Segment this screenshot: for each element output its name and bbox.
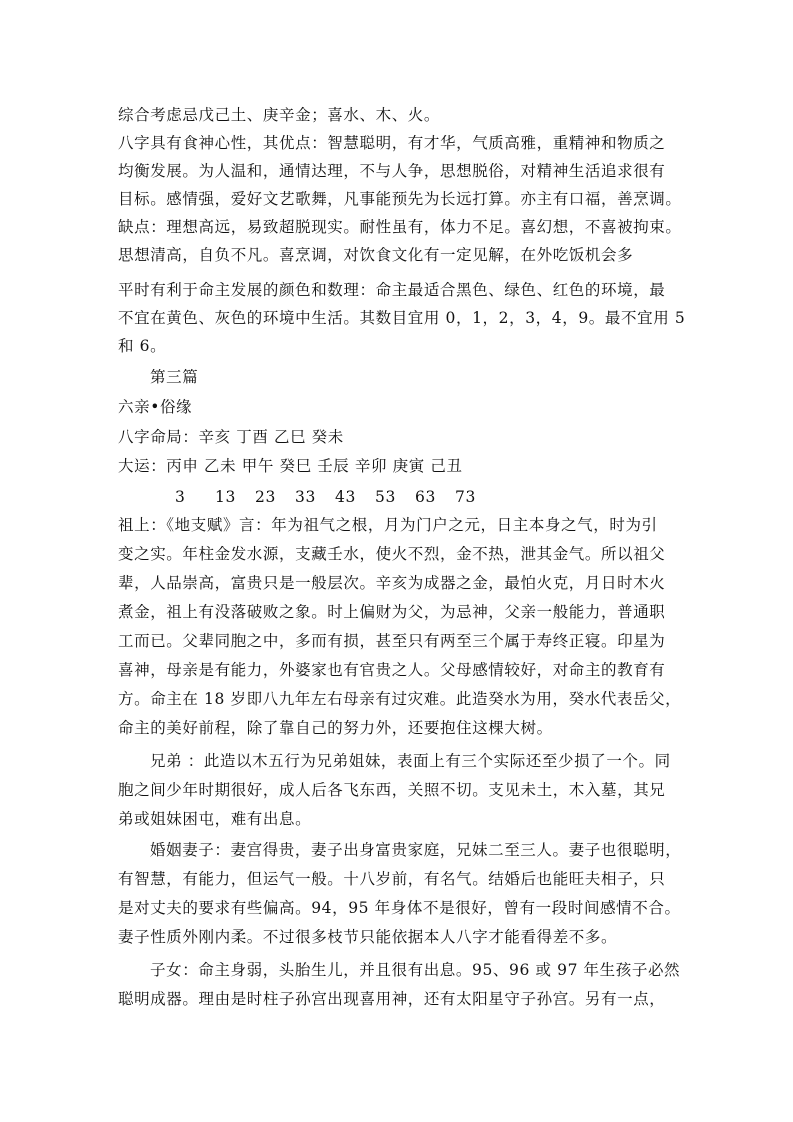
text-line: 兄弟 ：此造以木五行为兄弟姐妹，表面上有三个实际还至少损了一个。同 (150, 752, 671, 770)
text-line: 聪明成器。理由是时柱子孙宫出现喜用神，还有太阳星守子孙宫。另有一点， (118, 990, 666, 1008)
text-line: 不宜在黄色、灰色的环境中生活。其数目宜用 0，1，2，3，4，9。最不宜用 5 (118, 309, 686, 327)
text-line: 思想清高，自负不凡。喜烹调，对饮食文化有一定见解，在外吃饭机会多 (118, 246, 634, 264)
text-line: 八字具有食神心性，其优点：智慧聪明，有才华，气质高雅，重精神和物质之 (118, 134, 666, 152)
dayun-age: 73 (455, 488, 476, 506)
dayun-age: 43 (335, 488, 356, 506)
section-heading: 第三篇 (150, 368, 199, 386)
text-line: 喜神，母亲是有能力，外婆家也有官贵之人。父母感情较好，对命主的教育有 (118, 661, 666, 679)
text-line: 弟或姐妹困屯，难有出息。 (118, 810, 312, 828)
text-line: 方。命主在 18 岁即八九年左右母亲有过灾难。此造癸水为用，癸水代表岳父， (118, 690, 682, 708)
text-line: 变之实。年柱金发水源，支藏壬水，使火不烈，金不热，泄其金气。所以祖父 (118, 545, 666, 563)
text-line: 目标。感情强，爱好文艺歌舞，凡事能预先为长远打算。亦主有口福，善烹调。 (118, 190, 682, 208)
text-line: 子女：命主身弱，头胎生儿，并且很有出息。95、96 或 97 年生孩子必然 (150, 961, 681, 979)
text-line: 有智慧，有能力，但运气一般。十八岁前，有名气。结婚后也能旺夫相子，只 (118, 870, 666, 888)
dayun-age: 3 (175, 488, 186, 506)
text-line: 是对丈夫的要求有些偏高。94，95 年身体不是很好，曾有一段时间感情不合。 (118, 899, 681, 917)
text-line: 平时有利于命主发展的颜色和数理：命主最适合黑色、绿色、红色的环境，最 (118, 281, 666, 299)
dayun-line: 大运：丙申 乙未 甲午 癸巳 壬辰 辛卯 庚寅 己丑 (118, 457, 463, 475)
text-line: 婚姻妻子：妻宫得贵，妻子出身富贵家庭，兄妹二至三人。妻子也很聪明， (150, 841, 682, 859)
text-line: 胞之间少年时期很好，成人后各飞东西，关照不切。支见未土，木入墓，其兄 (118, 781, 666, 799)
bazi-chart-line: 八字命局：辛亥 丁酉 乙巳 癸未 (118, 428, 344, 446)
dayun-age: 63 (415, 488, 436, 506)
text-line: 均衡发展。为人温和，通情达理，不与人争，思想脱俗，对精神生活追求很有 (118, 162, 666, 180)
section-subtitle: 六亲•俗缘 (118, 398, 193, 416)
dayun-age: 53 (375, 488, 396, 506)
text-line: 妻子性质外刚内柔。不过很多枝节只能依据本人八字才能看得差不多。 (118, 928, 618, 946)
text-line: 煮金，祖上有没落破败之象。时上偏财为父，为忌神，父亲一般能力，普通职 (118, 603, 666, 621)
dayun-age: 23 (255, 488, 276, 506)
text-line: 祖上：《地支赋》言：年为祖气之根，月为门户之元，日主本身之气，时为引 (118, 516, 658, 534)
text-line: 辈，人品崇高，富贵只是一般层次。辛亥为成器之金，最怕火克，月日时木火 (118, 574, 666, 592)
text-line: 综合考虑忌戊己土、庚辛金；喜水、木、火。 (118, 106, 441, 124)
text-line: 命主的美好前程，除了靠自己的努力外，还要抱住这棵大树。 (118, 719, 553, 737)
text-line: 工而已。父辈同胞之中，多而有损，甚至只有两至三个属于寿终正寝。印星为 (118, 632, 666, 650)
text-line: 缺点：理想高远，易致超脱现实。耐性虽有，体力不足。喜幻想，不喜被拘束。 (118, 218, 682, 236)
dayun-age: 33 (295, 488, 316, 506)
text-line: 和 6。 (118, 337, 167, 355)
dayun-age: 13 (215, 488, 236, 506)
